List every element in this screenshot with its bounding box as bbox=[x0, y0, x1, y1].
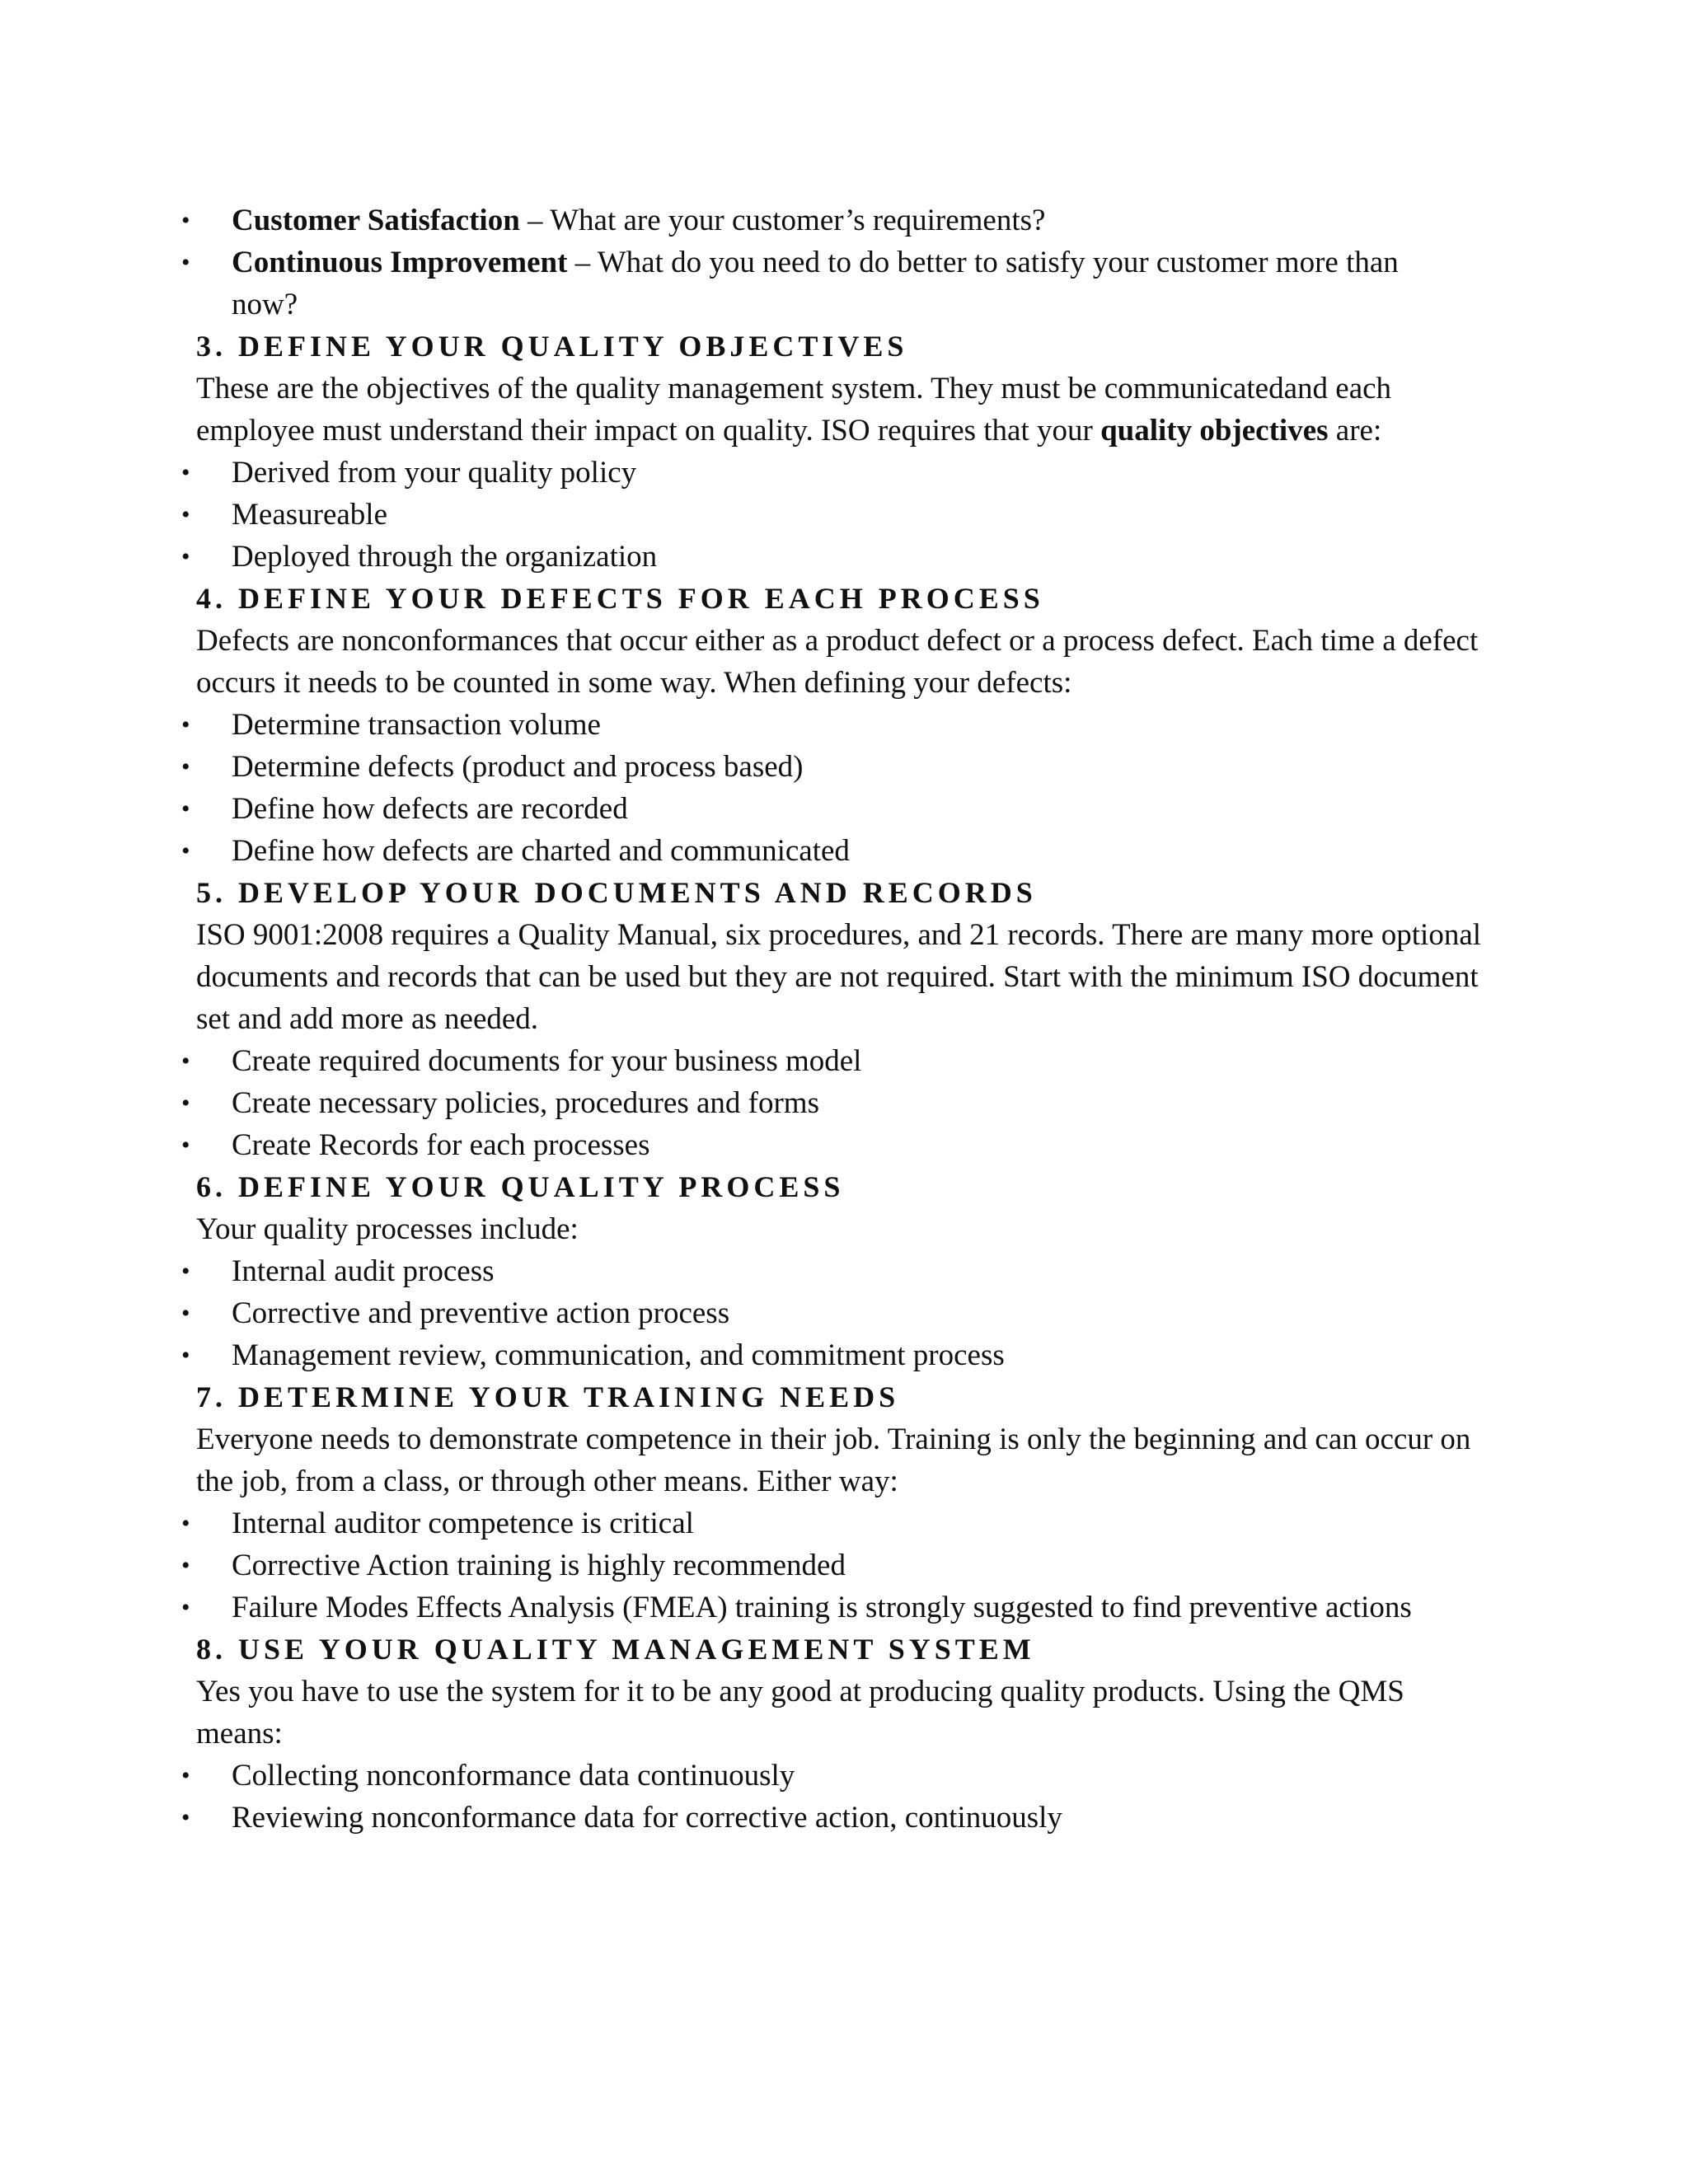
list-item bbox=[181, 241, 1432, 326]
bullet-list bbox=[181, 1250, 1482, 1376]
section-paragraph: Yes you have to use the system for it to be any good at producing quality products. Using the QMS means: bbox=[196, 1675, 1404, 1750]
section-paragraph bbox=[196, 368, 1432, 452]
list-item bbox=[181, 1124, 1482, 1166]
bullet-icon: • bbox=[181, 1762, 190, 1789]
bullet-text: Corrective and preventive action process bbox=[232, 1296, 730, 1330]
bullet-text: Create Records for each processes bbox=[232, 1128, 650, 1162]
list-item bbox=[181, 536, 1482, 578]
section-paragraph: Everyone needs to demonstrate competence in their job. Training is only the beginning and can occur on the job, from a class, or through other means. Either way: bbox=[196, 1422, 1471, 1498]
section-heading: 6. DEFINE YOUR QUALITY PROCESS bbox=[196, 1170, 845, 1203]
bullet-text: Collecting nonconformance data continuously bbox=[232, 1759, 795, 1793]
bullet-icon: • bbox=[181, 459, 190, 486]
bullet-text: Create necessary policies, procedures and forms bbox=[232, 1086, 819, 1120]
section-heading: 7. DETERMINE YOUR TRAINING NEEDS bbox=[196, 1380, 900, 1413]
page-content bbox=[181, 199, 1482, 1839]
list-item bbox=[181, 1292, 1482, 1334]
list-item bbox=[181, 788, 1482, 830]
bullet-list bbox=[181, 1755, 1482, 1839]
bullet-icon: • bbox=[181, 1804, 190, 1831]
bullet-icon: • bbox=[181, 711, 190, 738]
section-heading: 3. DEFINE YOUR QUALITY OBJECTIVES bbox=[196, 330, 908, 363]
list-item bbox=[181, 452, 1482, 494]
bullet-term: Customer Satisfaction bbox=[232, 204, 520, 237]
bullet-text: Internal audit process bbox=[232, 1254, 495, 1288]
list-item bbox=[181, 1502, 1416, 1544]
bullet-text: Measureable bbox=[232, 498, 388, 532]
paragraph-bold-text: quality objectives bbox=[1100, 414, 1329, 448]
bullet-list bbox=[181, 1040, 1482, 1166]
bullet-icon: • bbox=[181, 1594, 190, 1621]
list-item bbox=[181, 199, 1432, 241]
bullet-list bbox=[181, 704, 1482, 872]
paragraph-text: These are the objectives of the quality management system. They must be communicatedand each employee must understand their impact on quality. ISO requires that your bbox=[196, 372, 1392, 448]
bullet-icon: • bbox=[181, 1090, 190, 1117]
bullet-text: Internal auditor competence is critical bbox=[232, 1507, 694, 1540]
bullet-icon: • bbox=[181, 1047, 190, 1075]
list-item bbox=[181, 1334, 1482, 1376]
bullet-icon: • bbox=[181, 1342, 190, 1369]
section-paragraph: Your quality processes include: bbox=[196, 1212, 579, 1246]
list-item bbox=[181, 1797, 1482, 1839]
list-item bbox=[181, 746, 1482, 788]
bullet-icon: • bbox=[181, 249, 190, 276]
paragraph-text: are: bbox=[1328, 414, 1382, 448]
list-item bbox=[181, 1544, 1416, 1586]
bullet-text: Failure Modes Effects Analysis (FMEA) training is strongly suggested to find preventive actions bbox=[232, 1591, 1412, 1624]
list-item bbox=[181, 704, 1482, 746]
section-paragraph: Defects are nonconformances that occur either as a product defect or a process defect. Each time a defect occurs it needs to be counted in some way. When defining your defects: bbox=[196, 624, 1479, 700]
bullet-text: Define how defects are charted and communicated bbox=[232, 834, 850, 868]
list-item bbox=[181, 1040, 1482, 1082]
bullet-term: Continuous Improvement bbox=[232, 246, 568, 279]
bullet-text: Reviewing nonconformance data for corrective action, continuously bbox=[232, 1801, 1062, 1835]
list-item bbox=[181, 494, 1482, 536]
bullet-text: Create required documents for your business model bbox=[232, 1044, 862, 1078]
list-item bbox=[181, 1250, 1482, 1292]
list-item bbox=[181, 830, 1482, 872]
bullet-icon: • bbox=[181, 1258, 190, 1285]
bullet-icon: • bbox=[181, 207, 190, 234]
bullet-text: Corrective Action training is highly recommended bbox=[232, 1549, 846, 1582]
bullet-text: Management review, communication, and commitment process bbox=[232, 1338, 1005, 1372]
bullet-icon: • bbox=[181, 501, 190, 528]
bullet-icon: • bbox=[181, 1510, 190, 1537]
bullet-icon: • bbox=[181, 1552, 190, 1579]
bullet-text: Determine transaction volume bbox=[232, 708, 601, 742]
section-heading: 4. DEFINE YOUR DEFECTS FOR EACH PROCESS bbox=[196, 582, 1044, 615]
bullet-text: Define how defects are recorded bbox=[232, 792, 628, 826]
bullet-text: Determine defects (product and process based) bbox=[232, 750, 804, 784]
bullet-icon: • bbox=[181, 543, 190, 570]
bullet-icon: • bbox=[181, 1132, 190, 1159]
section-paragraph: ISO 9001:2008 requires a Quality Manual, six procedures, and 21 records. There are many more optional documents and records that can be used but they are not required. Start with the minimum ISO document set and add more as needed. bbox=[196, 918, 1482, 1036]
bullet-icon: • bbox=[181, 753, 190, 780]
bullet-list bbox=[181, 1502, 1416, 1629]
list-item bbox=[181, 1755, 1482, 1797]
bullet-icon: • bbox=[181, 837, 190, 865]
bullet-text: Derived from your quality policy bbox=[232, 456, 637, 490]
section-heading: 8. USE YOUR QUALITY MANAGEMENT SYSTEM bbox=[196, 1633, 1035, 1666]
list-item bbox=[181, 1586, 1416, 1629]
intro-bullet-list bbox=[181, 199, 1432, 326]
bullet-text: Deployed through the organization bbox=[232, 540, 658, 574]
bullet-list bbox=[181, 452, 1482, 578]
list-item bbox=[181, 1082, 1482, 1124]
bullet-text: – What do you need to do better to satisfy your customer more than now? bbox=[232, 246, 1399, 321]
bullet-icon: • bbox=[181, 795, 190, 823]
bullet-icon: • bbox=[181, 1300, 190, 1327]
section-heading: 5. DEVELOP YOUR DOCUMENTS AND RECORDS bbox=[196, 876, 1037, 909]
bullet-text: – What are your customer’s requirements? bbox=[519, 204, 1046, 237]
